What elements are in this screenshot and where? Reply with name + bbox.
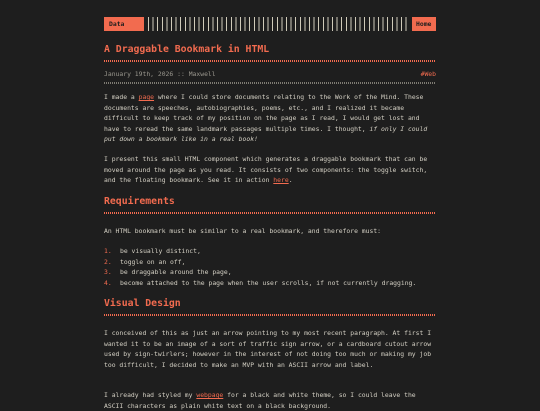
list-number: 1. xyxy=(104,247,112,255)
present-text-1: I present this small HTML component which generates a draggable bookmark that can be moved around the page as you read. It consists of two components: the toggle switch, and the floating bookmark. See it in action xyxy=(104,155,428,185)
post-meta xyxy=(104,69,436,80)
list-item xyxy=(104,267,416,278)
intro-text-1: I made a xyxy=(104,93,139,101)
visual-text-1: I already had styled my xyxy=(104,391,197,399)
list-text: toggle on an off, xyxy=(120,257,186,266)
here-link[interactable]: here xyxy=(273,176,289,185)
visual-text-2: for a black and white theme, so I could leave the ASCII characters as plain white text on a black background. xyxy=(104,391,416,410)
list-text: be draggable around the page, xyxy=(120,268,232,277)
page-title: A Draggable Bookmark in HTML xyxy=(104,44,270,55)
list-text: become attached to the page when the user scrolls, if not currently dragging. xyxy=(120,278,417,287)
intro-emphasis: if only I could put down a bookmark like in a real book! xyxy=(104,124,428,144)
list-item xyxy=(104,278,416,289)
site-header xyxy=(104,17,436,42)
intro-text-2: where I could store documents relating to the Work of the Mind. These documents are speeches, autobiographies, poems, etc., and I realized it became difficult to keep track of my position on the page as I read, I would get lost and have to reread the same landmark passages multiple times. I thought, xyxy=(104,93,424,133)
intro-paragraph xyxy=(104,92,436,145)
post-date: January 19th, 2026 xyxy=(104,70,174,78)
data-log-button[interactable]: Data Log xyxy=(104,17,144,31)
title-divider xyxy=(104,60,436,62)
visual-design-divider xyxy=(104,314,436,316)
visual-paragraph-2 xyxy=(104,390,436,411)
page-link[interactable]: page xyxy=(138,93,155,101)
list-number: 4. xyxy=(104,278,112,287)
meta-separator: :: xyxy=(177,70,185,78)
tag-link-web[interactable]: #Web xyxy=(420,70,436,78)
requirements-list xyxy=(104,246,416,288)
list-item xyxy=(104,246,416,257)
header-barcode-decoration xyxy=(148,17,408,31)
list-text: be visually distinct, xyxy=(120,247,201,255)
meta-divider xyxy=(104,82,436,84)
visual-paragraph-1: I conceived of this as just an arrow pointing to my most recent paragraph. At first I wanted it to be an image of a sort of traffic sign arrow, or a cardboard cutout arrow used by sign-twirlers; however in the interest of not doing too much or making my job too difficult, I decided to make an MVP with an ASCII arrow and label. xyxy=(104,329,432,369)
present-text-2: . xyxy=(288,176,293,185)
list-item xyxy=(104,257,416,268)
requirements-lead: An HTML bookmark must be similar to a real bookmark, and therefore must: xyxy=(104,227,382,235)
requirements-heading: Requirements xyxy=(104,196,175,207)
requirements-divider xyxy=(104,212,436,214)
home-button[interactable]: Home xyxy=(412,17,436,31)
list-number: 2. xyxy=(104,257,112,266)
post-author: Maxwell xyxy=(188,70,216,78)
list-number: 3. xyxy=(104,268,112,277)
present-paragraph xyxy=(104,154,436,186)
visual-design-heading: Visual Design xyxy=(104,298,181,309)
webpage-link[interactable]: webpage xyxy=(196,391,224,399)
